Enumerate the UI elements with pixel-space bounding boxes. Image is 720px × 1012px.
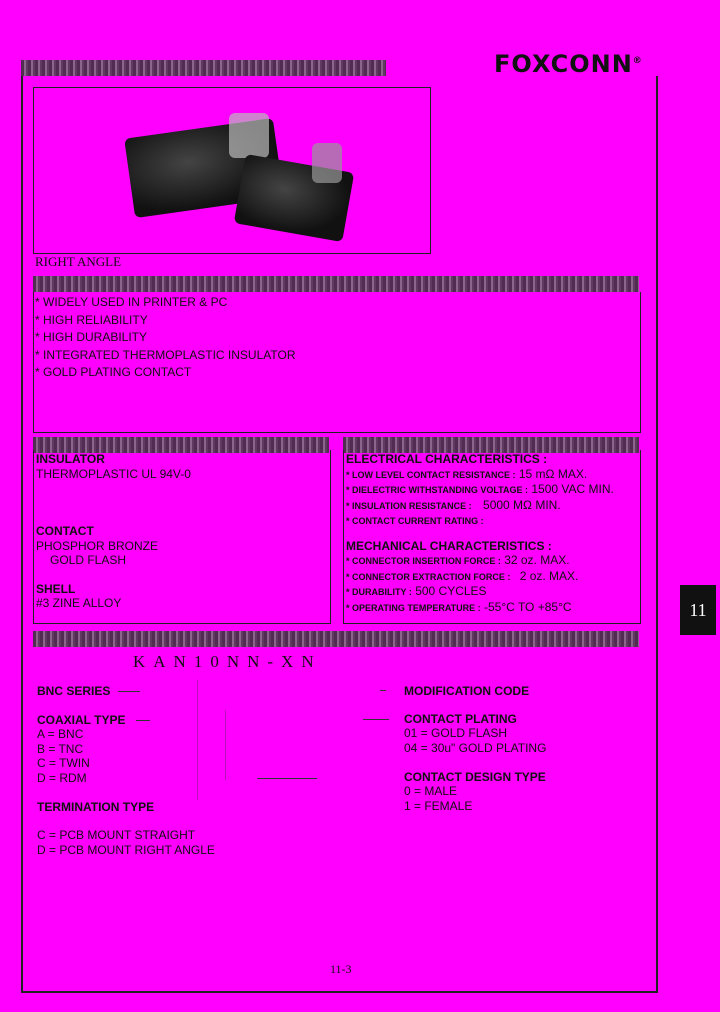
insulator-value: THERMOPLASTIC UL 94V-0	[36, 466, 191, 481]
specification-content	[346, 452, 646, 615]
spec-label: * OPERATING TEMPERATURE :	[346, 602, 481, 613]
modification-code-label: MODIFICATION CODE	[404, 684, 530, 698]
design-option: 0 = MALE	[404, 784, 458, 798]
leader-line	[363, 719, 389, 720]
spec-label: * CONTACT CURRENT RATING :	[346, 516, 484, 526]
plating-options	[404, 726, 546, 755]
spec-label: * DURABILITY :	[346, 587, 412, 597]
shell-title: SHELL	[36, 581, 76, 596]
design-option: 1 = FEMALE	[404, 798, 473, 813]
design-options	[404, 784, 472, 813]
product-photo	[33, 87, 431, 254]
feature-item: * INTEGRATED THERMOPLASTIC INSULATOR	[35, 347, 296, 362]
coaxial-options	[37, 727, 90, 785]
features-title-bar	[33, 276, 639, 292]
spec-label: * DIELECTRIC WITHSTANDING VOLTAGE :	[346, 485, 528, 495]
part-number: KAN10NN-XN	[133, 652, 322, 671]
leader-line	[197, 680, 198, 800]
feature-item: * GOLD PLATING CONTACT	[35, 365, 192, 379]
feature-item: * HIGH RELIABILITY	[35, 312, 148, 327]
leader-line	[380, 690, 386, 691]
bnc-series-label: BNC SERIES	[37, 684, 111, 698]
coaxial-type-label: COAXIAL TYPE	[37, 713, 126, 727]
insulator-title: INSULATOR	[36, 452, 105, 466]
plating-option: 04 = 30u" GOLD PLATING	[404, 740, 547, 755]
mechanical-title: MECHANICAL CHARACTERISTICS :	[346, 538, 552, 553]
spec-label: * LOW LEVEL CONTACT RESISTANCE :	[346, 469, 516, 480]
contact-plating-label: CONTACT PLATING	[404, 712, 517, 726]
leader-line	[136, 720, 150, 721]
foxconn-logo: FOXCONN®	[494, 50, 643, 78]
ordering-title-bar	[33, 631, 639, 647]
spec-value: 32 oz. MAX.	[504, 553, 570, 567]
spec-value: 15 mΩ MAX.	[518, 466, 588, 481]
contact-finish: GOLD FLASH	[50, 553, 127, 567]
shell-value: #3 ZINE ALLOY	[36, 596, 122, 610]
feature-item: * HIGH DURABILITY	[35, 330, 148, 344]
spec-value: 500 CYCLES	[415, 584, 487, 598]
termination-options	[37, 828, 215, 857]
spec-value: 2 oz. MAX.	[519, 568, 579, 583]
termination-option: C = PCB MOUNT STRAIGHT	[37, 828, 196, 842]
connector-shell-right	[312, 143, 342, 183]
contact-title: CONTACT	[36, 524, 94, 538]
page-number: 11-3	[330, 962, 352, 976]
termination-type-label: TERMINATION TYPE	[37, 800, 155, 814]
feature-item: * WIDELY USED IN PRINTER & PC	[35, 295, 228, 309]
contact-design-type-label: CONTACT DESIGN TYPE	[404, 770, 546, 784]
section-tab: 11	[680, 585, 716, 635]
spec-label: * INSULATION RESISTANCE :	[346, 500, 472, 511]
photo-caption: RIGHT ANGLE	[35, 254, 122, 269]
leader-line	[118, 691, 140, 692]
features-list	[35, 294, 295, 382]
materials-content	[36, 452, 326, 611]
connector-shell-left	[229, 113, 269, 158]
spec-value: 1500 VAC MIN.	[531, 482, 614, 496]
spec-label: * CONNECTOR INSERTION FORCE :	[346, 556, 501, 566]
coax-option: A = BNC	[37, 727, 84, 741]
leader-line	[225, 710, 226, 780]
spec-value: -55°C TO +85°C	[484, 599, 572, 614]
electrical-title: ELECTRICAL CHARACTERISTICS :	[346, 452, 548, 466]
coax-option: C = TWIN	[37, 756, 90, 770]
spec-value: 5000 MΩ MIN.	[483, 497, 561, 512]
series-title-bar	[21, 60, 386, 76]
contact-material: PHOSPHOR BRONZE	[36, 538, 159, 553]
plating-option: 01 = GOLD FLASH	[404, 726, 508, 740]
termination-option: D = PCB MOUNT RIGHT ANGLE	[37, 842, 215, 857]
leader-line	[257, 778, 317, 779]
spec-label: * CONNECTOR EXTRACTION FORCE :	[346, 571, 511, 582]
coax-option: D = RDM	[37, 770, 87, 785]
coax-option: B = TNC	[37, 741, 84, 756]
